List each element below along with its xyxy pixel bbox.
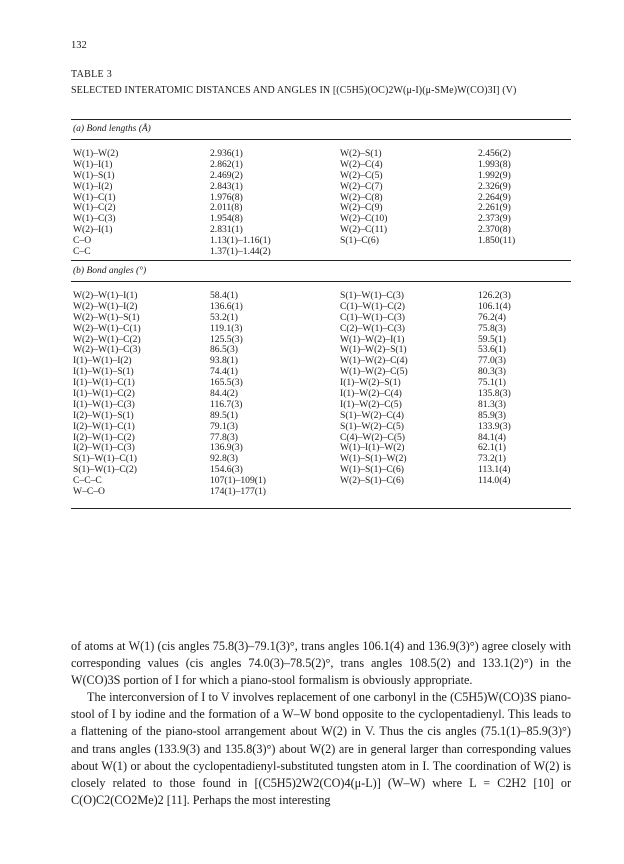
bond-value: 2.862(1) <box>210 158 243 170</box>
table-row <box>73 247 569 258</box>
bond-label: S(1)–W(2)–C(5) <box>340 420 404 432</box>
bond-label: C(2)–W(1)–C(3) <box>340 322 406 334</box>
bond-label: S(1)–W(1)–C(1) <box>73 453 137 465</box>
table-row <box>73 236 569 247</box>
bond-label: I(1)–W(2)–C(5) <box>340 398 402 410</box>
bond-label: I(1)–W(1)–I(2) <box>73 355 132 367</box>
bond-label: I(1)–W(2)–C(4) <box>340 388 402 400</box>
bond-label: W(1)–S(1) <box>73 169 115 181</box>
bond-label: W(1)–W(2)–C(4) <box>340 355 408 367</box>
bond-value: 2.370(8) <box>478 224 511 236</box>
bond-label: W(1)–C(2) <box>73 202 116 214</box>
bond-label: W(2)–C(8) <box>340 191 383 203</box>
bond-value <box>478 247 569 258</box>
bond-value: 125.5(3) <box>210 333 243 345</box>
bond-label: I(2)–W(1)–C(2) <box>73 431 135 443</box>
bond-label: W(2)–S(1)–C(6) <box>340 475 404 487</box>
bond-value: 2.264(9) <box>478 191 511 203</box>
bond-label: I(1)–W(1)–S(1) <box>73 366 134 378</box>
bond-value: 77.8(3) <box>210 431 238 443</box>
bond-label: W(2)–S(1) <box>340 148 382 159</box>
table-label: TABLE 3 <box>71 69 113 80</box>
bond-value: 2.843(1) <box>210 180 243 192</box>
bond-value: 84.4(2) <box>210 388 238 400</box>
bond-value: 86.5(3) <box>210 344 238 356</box>
bond-value: 2.936(1) <box>210 148 243 159</box>
bond-label: C(1)–W(1)–C(3) <box>340 311 406 323</box>
bond-value: 106.1(4) <box>478 300 511 312</box>
bond-value: 114.0(4) <box>478 475 511 487</box>
bond-label: C–O <box>73 235 92 247</box>
bond-value: 92.8(3) <box>210 453 238 465</box>
body-paragraph: of atoms at W(1) (cis angles 75.8(3)–79.1(3)°, trans angles 106.1(4) and 136.9(3)°) agree closely with corresponding values (cis angles 74.0(3)–78.5(2)°, trans angles 108.5(2) and 133.1(2)°) in the W(CO)3S portion of I for which a piano-stool formalism is obviously appropriate. <box>71 639 571 688</box>
bond-label: I(2)–W(1)–C(3) <box>73 442 135 454</box>
bond-label: S(1)–W(1)–C(3) <box>340 290 404 301</box>
bond-label: W(1)–C(1) <box>73 191 116 203</box>
bond-label: W–C–O <box>73 486 105 498</box>
section-rule-bond-angles <box>71 281 571 282</box>
bond-label: W(1)–W(2)–C(5) <box>340 366 408 378</box>
bond-label: W(1)–I(1)–W(2) <box>340 442 405 454</box>
bond-value: 136.6(1) <box>210 300 243 312</box>
bond-label: W(2)–C(5) <box>340 169 383 181</box>
bond-label: I(2)–W(1)–S(1) <box>73 409 134 421</box>
bond-angles-table <box>73 291 569 498</box>
bond-value <box>478 487 569 498</box>
bond-label: W(1)–W(2)–S(1) <box>340 344 407 356</box>
bond-value: 2.011(8) <box>210 202 243 214</box>
bond-value: 74.4(1) <box>210 366 238 378</box>
bond-label: C–C–C <box>73 475 102 487</box>
table-row <box>73 182 569 193</box>
bond-label: W(2)–C(11) <box>340 224 388 236</box>
bond-value: 75.1(1) <box>478 377 506 389</box>
table-bottom-rule <box>71 508 571 509</box>
table-row <box>73 324 569 335</box>
bond-value: 133.9(3) <box>478 420 511 432</box>
bond-value: 1.993(8) <box>478 158 511 170</box>
bond-value: 53.6(1) <box>478 344 506 356</box>
bond-label: C(4)–W(2)–C(5) <box>340 431 406 443</box>
bond-value: 165.5(3) <box>210 377 243 389</box>
bond-value: 2.373(9) <box>478 213 511 225</box>
bond-label: W(1)–C(3) <box>73 213 116 225</box>
body-text <box>71 638 571 809</box>
table-row <box>73 422 569 433</box>
bond-value: 77.0(3) <box>478 355 506 367</box>
bond-value: 2.469(2) <box>210 169 243 181</box>
bond-label <box>340 247 478 258</box>
bond-value: 58.4(1) <box>210 290 238 301</box>
bond-label <box>340 487 478 498</box>
bond-label: S(1)–C(6) <box>340 235 379 247</box>
bond-label: W(2)–C(4) <box>340 158 383 170</box>
section-divider-rule <box>71 260 571 261</box>
table-row <box>73 487 569 498</box>
page-number: 132 <box>71 40 87 51</box>
bond-value: 81.3(3) <box>478 398 506 410</box>
bond-label: W(2)–W(1)–C(2) <box>73 333 141 345</box>
bond-lengths-table <box>73 149 569 258</box>
section-heading-bond-lengths: (a) Bond lengths (Å) <box>73 124 151 134</box>
bond-label: W(1)–W(2)–I(1) <box>340 333 405 345</box>
bond-label: W(2)–W(1)–S(1) <box>73 311 140 323</box>
bond-value: 1.850(11) <box>478 235 516 247</box>
bond-label: W(2)–W(1)–I(2) <box>73 300 138 312</box>
bond-value: 73.2(1) <box>478 453 506 465</box>
bond-value: 85.9(3) <box>478 409 506 421</box>
bond-value: 107(1)–109(1) <box>210 475 266 487</box>
bond-value: 119.1(3) <box>210 322 243 334</box>
bond-label: I(1)–W(1)–C(3) <box>73 398 135 410</box>
table-caption: SELECTED INTERATOMIC DISTANCES AND ANGLES IN [(C5H5)(OC)2W(μ-I)(μ-SMe)W(CO)3I] (V) <box>71 85 517 96</box>
bond-value: 79.1(3) <box>210 420 238 432</box>
bond-label: I(1)–W(1)–C(2) <box>73 388 135 400</box>
bond-label: W(2)–C(9) <box>340 202 383 214</box>
bond-value: 80.3(3) <box>478 366 506 378</box>
bond-value: 84.1(4) <box>478 431 506 443</box>
bond-label: W(2)–C(7) <box>340 180 383 192</box>
bond-label: W(1)–I(2) <box>73 180 113 192</box>
bond-value: 59.5(1) <box>478 333 506 345</box>
bond-value: 174(1)–177(1) <box>210 486 266 498</box>
body-paragraph: The interconversion of I to V involves replacement of one carbonyl in the (C5H5)W(CO)3S piano-stool of I by iodine and the formation of a W–W bond opposite to the cyclopentadienyl. This leads to a flattening of the piano-stool arrangement about W(2) in V. Thus the cis angles (75.1(1)–85.9(3)°) and trans angles (133.9(3) and 135.8(3)°) about W(2) are in general larger than corresponding values about W(1) or about the cyclopentadienyl-substituted tungsten atom in I. The coordination of W(2) is closely related to those found in [(C5H5)2W2(CO)4(μ-L)] (W–W) where L = C2H2 [10] or C(O)C2(CO2Me)2 [11]. Perhaps the most interesting <box>71 690 571 807</box>
bond-value: 2.261(9) <box>478 202 511 214</box>
bond-label: W(2)–W(1)–C(3) <box>73 344 141 356</box>
bond-label: S(1)–W(1)–C(2) <box>73 464 137 476</box>
bond-value: 75.8(3) <box>478 322 506 334</box>
bond-value: 1.13(1)–1.16(1) <box>210 235 271 247</box>
bond-label: S(1)–W(2)–C(4) <box>340 409 404 421</box>
bond-label: I(1)–W(2)–S(1) <box>340 377 401 389</box>
bond-value: 1.954(8) <box>210 213 243 225</box>
bond-value: 53.2(1) <box>210 311 238 323</box>
bond-label: I(1)–W(1)–C(1) <box>73 377 135 389</box>
bond-label: W(1)–W(2) <box>73 148 119 159</box>
bond-value: 93.8(1) <box>210 355 238 367</box>
bond-value: 2.831(1) <box>210 224 243 236</box>
table-top-rule <box>71 119 571 120</box>
bond-label: W(2)–C(10) <box>340 213 388 225</box>
bond-value: 1.976(8) <box>210 191 243 203</box>
bond-label: W(1)–S(1)–C(6) <box>340 464 404 476</box>
bond-label: C(1)–W(1)–C(2) <box>340 300 406 312</box>
bond-label: W(2)–W(1)–C(1) <box>73 322 141 334</box>
bond-value: 116.7(3) <box>210 398 243 410</box>
bond-label: W(1)–I(1) <box>73 158 113 170</box>
bond-value: 1.37(1)–1.44(2) <box>210 246 271 258</box>
section-heading-bond-angles: (b) Bond angles (°) <box>73 266 147 276</box>
bond-value: 135.8(3) <box>478 388 511 400</box>
bond-value: 76.2(4) <box>478 311 506 323</box>
bond-value: 126.2(3) <box>478 290 511 301</box>
bond-label: W(2)–I(1) <box>73 224 113 236</box>
bond-value: 89.5(1) <box>210 409 238 421</box>
bond-label: I(2)–W(1)–C(1) <box>73 420 135 432</box>
bond-value: 62.1(1) <box>478 442 506 454</box>
bond-label: W(2)–W(1)–I(1) <box>73 290 138 301</box>
bond-value: 154.6(3) <box>210 464 243 476</box>
bond-value: 2.456(2) <box>478 148 511 159</box>
bond-label: C–C <box>73 246 91 258</box>
bond-value: 136.9(3) <box>210 442 243 454</box>
bond-label: W(1)–S(1)–W(2) <box>340 453 407 465</box>
bond-value: 2.326(9) <box>478 180 511 192</box>
table-row <box>73 476 569 487</box>
bond-value: 113.1(4) <box>478 464 511 476</box>
bond-value: 1.992(9) <box>478 169 511 181</box>
section-rule-bond-lengths <box>71 139 571 140</box>
